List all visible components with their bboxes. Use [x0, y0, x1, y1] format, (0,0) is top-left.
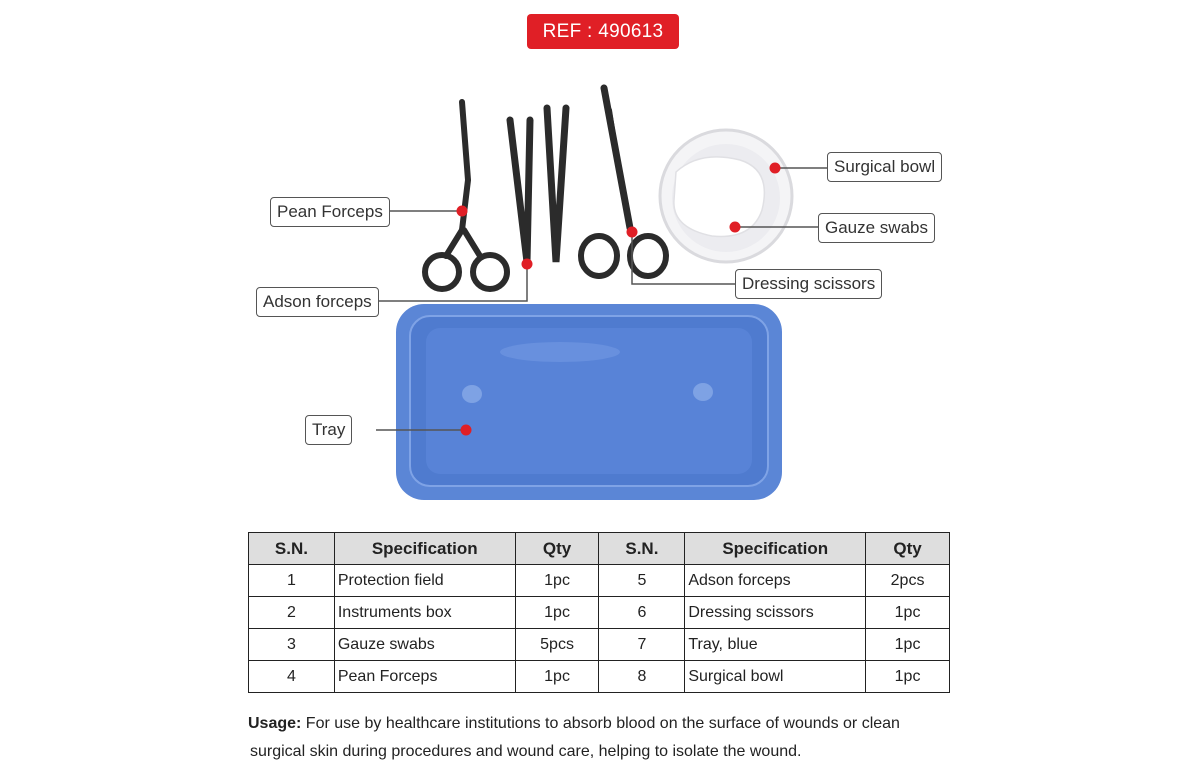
header-qty-2: Qty: [866, 533, 950, 565]
ref-badge: REF : 490613: [527, 14, 679, 49]
pean-forceps-image: [425, 102, 507, 289]
table-row: [249, 661, 950, 693]
table-row: [249, 629, 950, 661]
header-specification-1: Specification: [334, 533, 515, 565]
callout-tray: Tray: [305, 415, 352, 445]
specification-table: [248, 532, 950, 693]
tray-image: [396, 304, 782, 500]
surgical-bowl-image: [660, 130, 792, 262]
cell-qty: 1pc: [866, 661, 950, 693]
table-header-row: [249, 533, 950, 565]
dressing-scissors-image: [581, 88, 666, 276]
cell-qty: 1pc: [866, 629, 950, 661]
cell-qty: 5pcs: [515, 629, 599, 661]
cell-sn: 7: [599, 629, 685, 661]
cell-sn: 3: [249, 629, 335, 661]
cell-qty: 1pc: [515, 597, 599, 629]
cell-specification: Tray, blue: [685, 629, 866, 661]
cell-specification: Instruments box: [334, 597, 515, 629]
callout-dressing-scissors: Dressing scissors: [735, 269, 882, 299]
callout-pean-forceps: Pean Forceps: [270, 197, 390, 227]
cell-specification: Surgical bowl: [685, 661, 866, 693]
cell-sn: 8: [599, 661, 685, 693]
cell-qty: 1pc: [515, 565, 599, 597]
usage-text-2: surgical skin during procedures and wound care, helping to isolate the wound.: [250, 743, 802, 760]
cell-sn: 5: [599, 565, 685, 597]
header-qty-1: Qty: [515, 533, 599, 565]
header-sn-2: S.N.: [599, 533, 685, 565]
usage-label: Usage:: [248, 715, 302, 732]
cell-sn: 6: [599, 597, 685, 629]
header-sn-1: S.N.: [249, 533, 335, 565]
cell-specification: Adson forceps: [685, 565, 866, 597]
callout-adson-forceps: Adson forceps: [256, 287, 379, 317]
header-specification-2: Specification: [685, 533, 866, 565]
usage-line-1: [248, 710, 968, 738]
cell-qty: 1pc: [866, 597, 950, 629]
cell-specification: Dressing scissors: [685, 597, 866, 629]
usage-note: [248, 710, 968, 766]
cell-qty: 2pcs: [866, 565, 950, 597]
callout-gauze-swabs: Gauze swabs: [818, 213, 935, 243]
cell-specification: Gauze swabs: [334, 629, 515, 661]
cell-qty: 1pc: [515, 661, 599, 693]
cell-sn: 2: [249, 597, 335, 629]
cell-specification: Protection field: [334, 565, 515, 597]
cell-sn: 1: [249, 565, 335, 597]
cell-sn: 4: [249, 661, 335, 693]
cell-specification: Pean Forceps: [334, 661, 515, 693]
usage-text-1: For use by healthcare institutions to absorb blood on the surface of wounds or clean: [301, 715, 900, 732]
table-row: [249, 565, 950, 597]
table-row: [249, 597, 950, 629]
adson-forceps-image: [510, 108, 566, 262]
callout-surgical-bowl: Surgical bowl: [827, 152, 942, 182]
